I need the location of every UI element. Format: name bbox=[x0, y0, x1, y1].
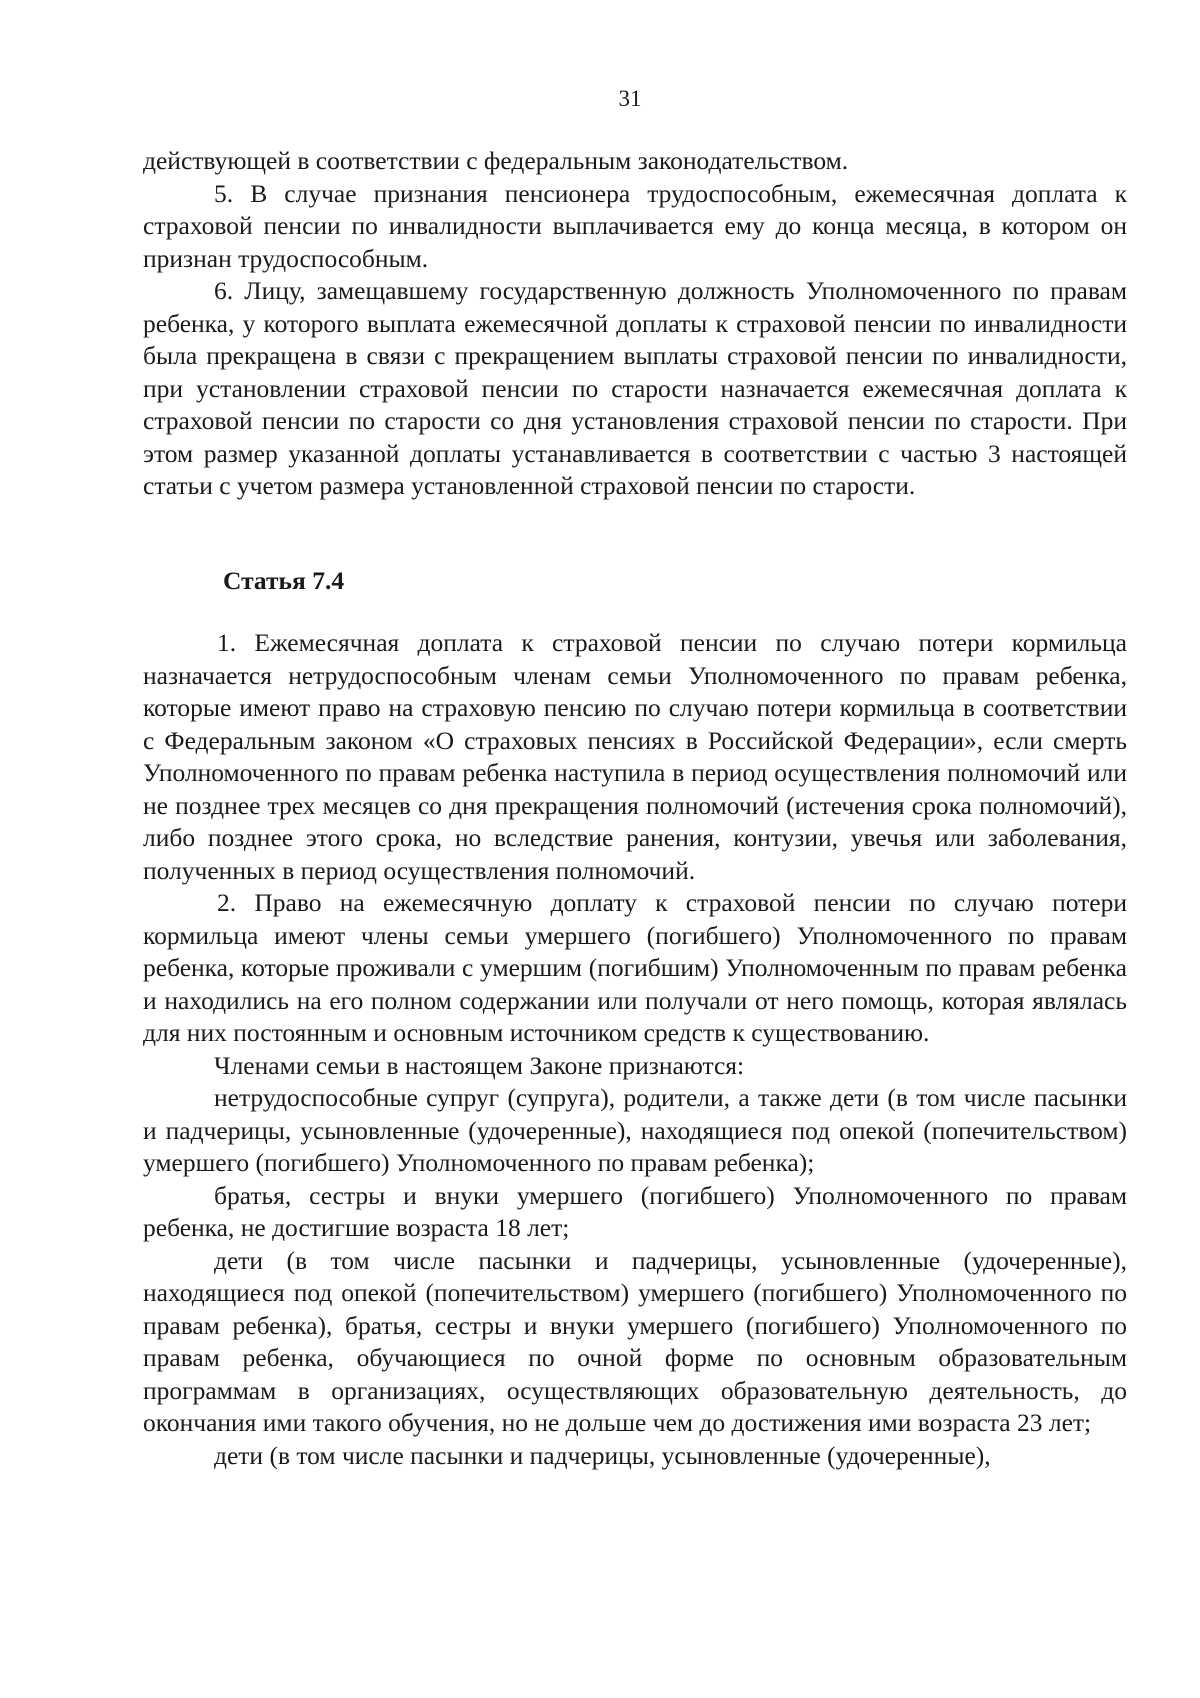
article-paragraph-2: 2. Право на ежемесячную доплату к страховой пенсии по случаю потери кормильца имеют члены семьи умершего (погибшего) Уполномоченного по правам ребенка, которые проживали с умершим (погибшим) Уполномоченным по правам ребенка и находились на его полном содержании или получали от него помощь, которая являлась для них постоянным и основным источником средств к существованию. bbox=[143, 888, 1127, 1047]
family-members-list-item: нетрудоспособные супруг (супруга), родители, а также дети (в том числе пасынки и падчерицы, усыновленные (удочеренные), находящиеся под опекой (попечительством) умершего (погибшего) Уполномоченного по правам ребенка); bbox=[143, 1083, 1127, 1177]
paragraph-item-5: 5. В случае признания пенсионера трудоспособным, ежемесячная доплата к страховой пенсии по инвалидности выплачивается ему до конца месяца, в котором он признан трудоспособным. bbox=[143, 178, 1127, 273]
article-paragraph-1: 1. Ежемесячная доплата к страховой пенсии по случаю потери кормильца назначается нетрудоспособным членам семьи Уполномоченного по правам ребенка, которые имеют право на страховую пенсию по случаю потери кормильца в соответствии с Федеральным законом «О страховых пенсиях в Российской Федерации», если смерть Уполномоченного по правам ребенка наступила в период осуществления полномочий или не позднее трех месяцев со дня прекращения полномочий (истечения срока полномочий), либо позднее этого срока, но вследствие ранения, контузии, увечья или заболевания, полученных в период осуществления полномочий. bbox=[143, 628, 1127, 885]
paragraph-item-6: 6. Лицу, замещавшему государственную должность Уполномоченного по правам ребенка, у которого выплата ежемесячной доплаты к страховой пенсии по инвалидности была прекращена в связи с прекращением выплаты страховой пенсии по инвалидности, при установлении страховой пенсии по старости назначается ежемесячная доплата к страховой пенсии по старости со дня установления страховой пенсии по старости. При этом размер указанной доплаты устанавливается в соответствии с частью 3 настоящей статьи с учетом размера установленной страховой пенсии по старости. bbox=[143, 276, 1127, 500]
family-members-list-item: дети (в том числе пасынки и падчерицы, усыновленные (удочеренные), bbox=[214, 1440, 991, 1470]
top-section bbox=[143, 145, 1127, 503]
article-body bbox=[143, 627, 1127, 1472]
family-members-intro: Членами семьи в настоящем Законе признаются: bbox=[214, 1050, 745, 1080]
page-number: 31 bbox=[618, 86, 642, 111]
family-members-list-item: дети (в том числе пасынки и падчерицы, усыновленные (удочеренные), находящиеся под опекой (попечительством) умершего (погибшего) Уполномоченного по правам ребенка), братья, сестры и внуки умершего (погибшего) Уполномоченного по правам ребенка, обучающиеся по очной форме по основным образовательным программам в организациях, осуществляющих образовательную деятельность, до окончания ими такого обучения, но не дольше чем до достижения ими возраста 23 лет; bbox=[143, 1245, 1127, 1437]
paragraph-continuation: действующей в соответствии с федеральным законодательством. bbox=[143, 146, 849, 175]
article-heading: Статья 7.4 bbox=[223, 566, 345, 595]
family-members-list-item: братья, сестры и внуки умершего (погибшего) Уполномоченного по правам ребенка, не достигшие возраста 18 лет; bbox=[143, 1180, 1127, 1242]
